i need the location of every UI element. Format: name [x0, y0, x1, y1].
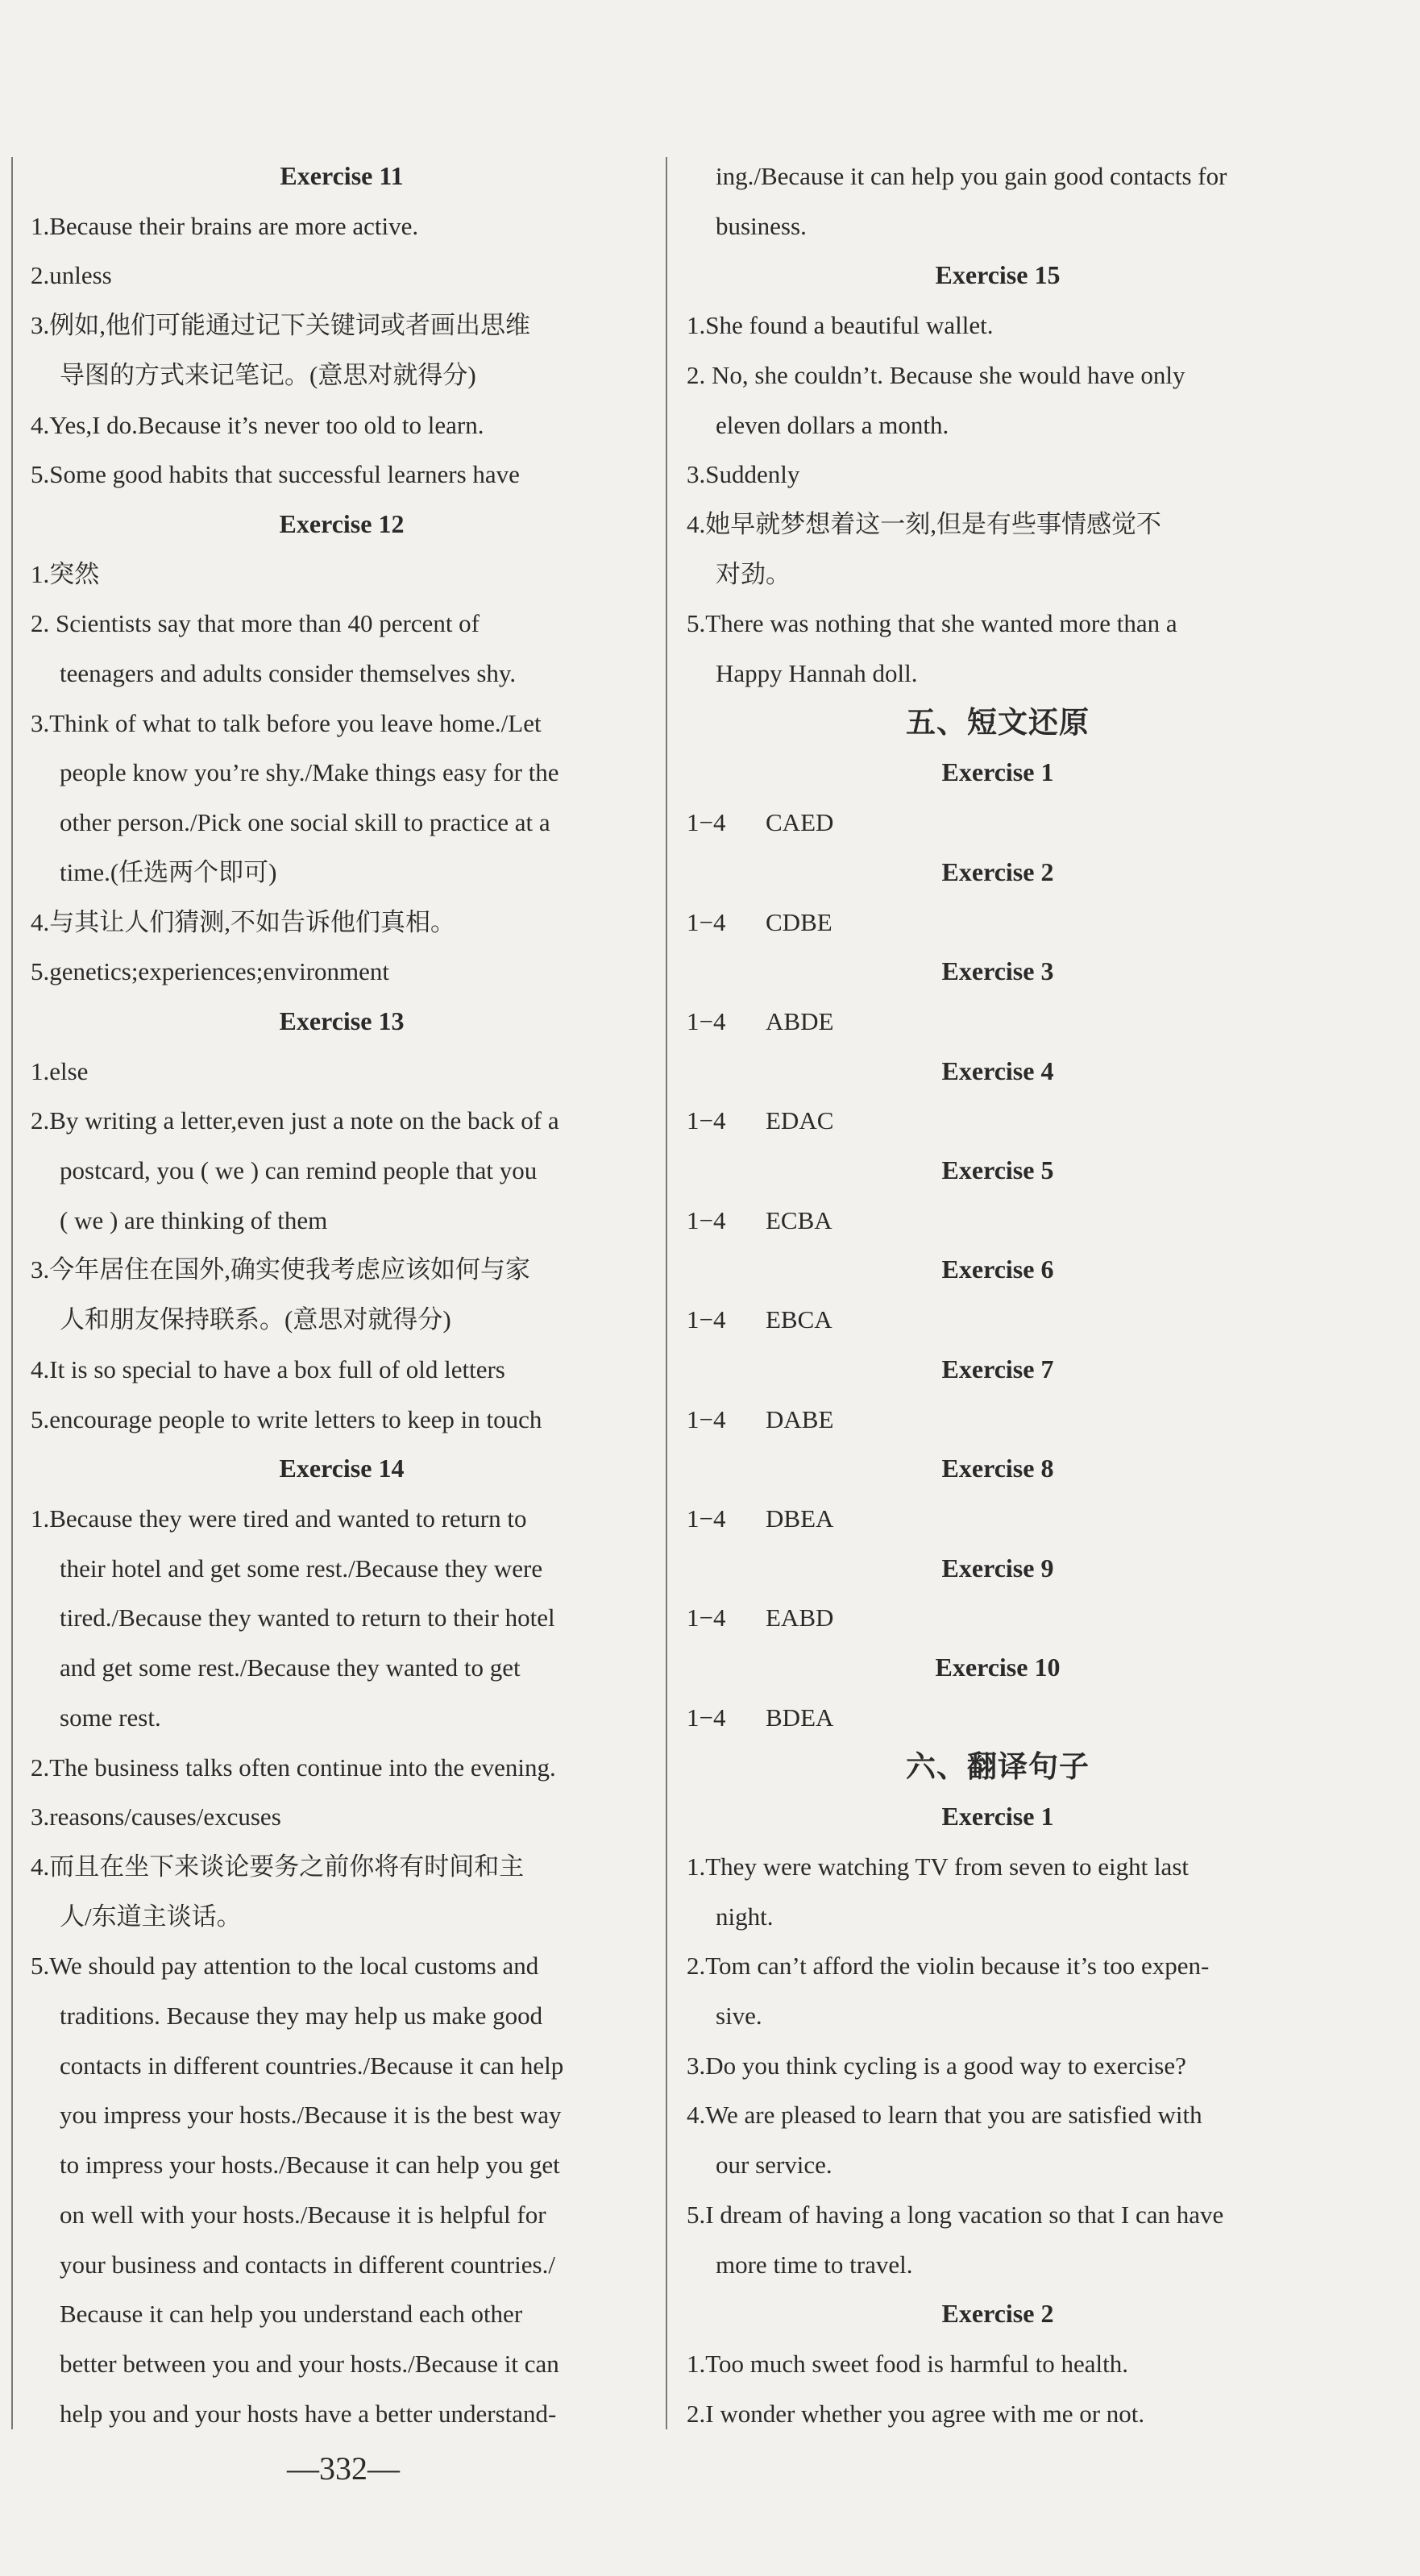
answer-range: 1−4 — [687, 1305, 726, 1334]
text-line: 导图的方式来记笔记。(意思对就得分) — [60, 360, 476, 389]
answer-value: ABDE — [766, 1006, 834, 1035]
left-border-rule — [11, 157, 13, 2429]
answer-row — [687, 1494, 1309, 1544]
answer-item — [687, 450, 1309, 500]
text-line: 1.She found a beautiful wallet. — [687, 311, 994, 340]
answer-item — [687, 351, 1309, 450]
answer-row — [687, 898, 1309, 948]
answer-range: 1−4 — [687, 1603, 726, 1632]
text-line: Happy Hannah doll. — [716, 659, 918, 688]
answer-item — [687, 1941, 1309, 2040]
text-line: 4.她早就梦想着这一刻,但是有些事情感觉不 — [687, 509, 1161, 538]
answer-range: 1−4 — [687, 1504, 726, 1533]
text-line: 4.It is so special to have a box full of old letters — [31, 1354, 505, 1383]
text-line: 5.There was nothing that she wanted more than a — [687, 609, 1177, 638]
text-line: tired./Because they wanted to return to their hotel — [60, 1603, 555, 1632]
text-line: 2. Scientists say that more than 40 percent of — [31, 609, 480, 638]
text-line: postcard, you ( we ) can remind people that you — [60, 1156, 538, 1185]
answer-value: EBCA — [766, 1305, 832, 1334]
text-line: 5.encourage people to write letters to keep in touch — [31, 1404, 542, 1433]
text-line: 1.突然 — [31, 559, 100, 588]
answer-item — [687, 1842, 1309, 1941]
exercise-heading: Exercise 2 — [941, 2299, 1054, 2329]
text-line: 3.Suddenly — [687, 460, 800, 489]
answer-item — [31, 201, 653, 251]
answer-item — [31, 898, 653, 948]
text-line: 对劲。 — [716, 559, 791, 588]
answer-value: BDEA — [766, 1703, 834, 1732]
text-line: night. — [716, 1902, 774, 1931]
answer-item — [687, 2339, 1309, 2389]
answer-row — [687, 1196, 1309, 1246]
text-line: 2.Tom can’t afford the violin because it’s too expen- — [687, 1952, 1210, 1981]
exercise-heading: Exercise 15 — [935, 260, 1061, 290]
text-line: 1.Because they were tired and wanted to return to — [31, 1504, 527, 1533]
text-line: 1.Because their brains are more active. — [31, 211, 419, 240]
answer-item — [687, 301, 1309, 351]
text-line: you impress your hosts./Because it is the best way — [60, 2101, 562, 2130]
answer-row — [687, 1096, 1309, 1146]
column-divider — [666, 157, 667, 2429]
text-line: 5.Some good habits that successful learners have — [31, 460, 520, 489]
page-number: —332— — [287, 2450, 400, 2487]
text-line: time.(任选两个即可) — [60, 857, 277, 886]
text-line: 2.The business talks often continue into the evening. — [31, 1753, 556, 1782]
text-line: other person./Pick one social skill to practice at a — [60, 808, 550, 837]
answer-range: 1−4 — [687, 1404, 726, 1433]
answer-item — [31, 1842, 653, 1941]
answer-range: 1−4 — [687, 1205, 726, 1234]
answer-item — [687, 2090, 1309, 2189]
text-line: on well with your hosts./Because it is helpful for — [60, 2200, 546, 2229]
exercise-heading: Exercise 11 — [280, 161, 404, 190]
text-line: 5.genetics;experiences;environment — [31, 957, 390, 986]
answer-item — [31, 1096, 653, 1245]
answer-item — [31, 1395, 653, 1445]
text-line: ( we ) are thinking of them — [60, 1205, 328, 1234]
exercise-heading: Exercise 7 — [941, 1354, 1054, 1383]
answer-row — [687, 997, 1309, 1047]
text-line: 2. No, she couldn’t. Because she would have only — [687, 360, 1185, 389]
text-line: 1.else — [31, 1056, 89, 1085]
text-line: 4.Yes,I do.Because it’s never too old to learn. — [31, 410, 484, 439]
text-line: 5.We should pay attention to the local customs and — [31, 1952, 539, 1981]
exercise-heading: Exercise 3 — [941, 956, 1054, 986]
text-line: their hotel and get some rest./Because they were — [60, 1553, 543, 1583]
answer-range: 1−4 — [687, 1106, 726, 1135]
answer-value: EDAC — [766, 1106, 834, 1135]
text-line: 3.Do you think cycling is a good way to exercise? — [687, 2051, 1186, 2080]
section-heading: 六、翻译句子 — [906, 1750, 1090, 1784]
right-column — [687, 151, 1309, 2438]
answer-item — [687, 2041, 1309, 2091]
exercise-heading: Exercise 9 — [941, 1553, 1054, 1583]
exercise-heading: Exercise 13 — [279, 1006, 405, 1035]
text-line: 4.与其让人们猜测,不如告诉他们真相。 — [31, 907, 455, 936]
answer-row — [687, 1295, 1309, 1345]
answer-item — [31, 947, 653, 997]
answer-item — [31, 1743, 653, 1793]
answer-item — [687, 2190, 1309, 2289]
answer-item — [687, 500, 1309, 599]
text-line: eleven dollars a month. — [716, 410, 949, 439]
answer-item — [687, 151, 1309, 251]
text-line: Because it can help you understand each other — [60, 2300, 523, 2329]
answer-item — [31, 400, 653, 450]
answer-item — [31, 1792, 653, 1842]
exercise-heading: Exercise 1 — [941, 757, 1054, 787]
answer-range: 1−4 — [687, 907, 726, 936]
answer-row — [687, 1693, 1309, 1743]
text-line: 4.而且在坐下来谈论要务之前你将有时间和主 — [31, 1852, 525, 1881]
answer-value: CAED — [766, 808, 834, 837]
text-line: to impress your hosts./Because it can help you get — [60, 2151, 560, 2180]
answer-value: DBEA — [766, 1504, 834, 1533]
text-line: our service. — [716, 2151, 832, 2180]
text-line: 3.例如,他们可能通过记下关键词或者画出思维 — [31, 311, 530, 340]
answer-item — [31, 1941, 653, 2438]
text-line: and get some rest./Because they wanted to get — [60, 1653, 521, 1682]
text-line: people know you’re shy./Make things easy for the — [60, 758, 559, 787]
text-line: 1.They were watching TV from seven to eight last — [687, 1852, 1189, 1881]
answer-item — [31, 1345, 653, 1395]
text-line: 5.I dream of having a long vacation so that I can have — [687, 2200, 1224, 2229]
exercise-heading: Exercise 14 — [279, 1454, 405, 1483]
answer-range: 1−4 — [687, 1703, 726, 1732]
answer-row — [687, 1593, 1309, 1643]
text-line: contacts in different countries./Because it can help — [60, 2051, 564, 2080]
exercise-heading: Exercise 2 — [941, 857, 1054, 886]
text-line: help you and your hosts have a better understand- — [60, 2399, 557, 2428]
text-line: 2.unless — [31, 261, 112, 290]
answer-row — [687, 798, 1309, 848]
text-line: ing./Because it can help you gain good contacts for — [716, 162, 1227, 190]
answer-value: DABE — [766, 1404, 834, 1433]
answer-item — [31, 550, 653, 599]
answer-value: CDBE — [766, 907, 832, 936]
text-line: some rest. — [60, 1703, 161, 1732]
text-line: 2.I wonder whether you agree with me or not. — [687, 2399, 1145, 2428]
section-heading: 五、短文还原 — [906, 706, 1090, 740]
exercise-heading: Exercise 8 — [941, 1454, 1054, 1483]
text-line: 3.Think of what to talk before you leave home./Let — [31, 708, 542, 737]
answer-item — [31, 699, 653, 898]
text-line: 3.今年居住在国外,确实使我考虑应该如何与家 — [31, 1255, 530, 1284]
text-line: business. — [716, 211, 807, 240]
answer-item — [31, 1245, 653, 1344]
answer-item — [31, 599, 653, 698]
answer-item — [31, 1494, 653, 1743]
text-line: 人/东道主谈话。 — [60, 1902, 242, 1931]
text-line: better between you and your hosts./Because it can — [60, 2349, 559, 2378]
text-line: 2.By writing a letter,even just a note on the back of a — [31, 1106, 559, 1135]
exercise-heading: Exercise 10 — [935, 1653, 1061, 1682]
answer-range: 1−4 — [687, 808, 726, 837]
text-line: 4.We are pleased to learn that you are satisfied with — [687, 2101, 1202, 2130]
text-line: more time to travel. — [716, 2250, 913, 2279]
answer-item — [687, 2389, 1309, 2439]
answer-item — [687, 599, 1309, 698]
text-line: your business and contacts in different countries./ — [60, 2250, 555, 2279]
text-line: 1.Too much sweet food is harmful to health. — [687, 2349, 1128, 2378]
answer-row — [687, 1395, 1309, 1445]
text-line: teenagers and adults consider themselves shy. — [60, 659, 517, 688]
text-line: traditions. Because they may help us make good — [60, 2001, 543, 2031]
exercise-heading: Exercise 6 — [941, 1255, 1054, 1284]
exercise-heading: Exercise 4 — [941, 1056, 1054, 1085]
answer-range: 1−4 — [687, 1006, 726, 1035]
answer-item — [31, 450, 653, 500]
exercise-heading: Exercise 1 — [941, 1802, 1054, 1831]
answer-item — [31, 1047, 653, 1097]
answer-item — [31, 251, 653, 301]
answer-value: EABD — [766, 1603, 834, 1632]
text-line: sive. — [716, 2001, 762, 2031]
text-line: 3.reasons/causes/excuses — [31, 1802, 281, 1831]
left-column — [31, 151, 653, 2438]
exercise-heading: Exercise 12 — [279, 508, 405, 538]
answer-item — [31, 301, 653, 400]
text-line: 人和朋友保持联系。(意思对就得分) — [60, 1305, 451, 1334]
exercise-heading: Exercise 5 — [941, 1155, 1054, 1185]
answer-value: ECBA — [766, 1205, 832, 1234]
